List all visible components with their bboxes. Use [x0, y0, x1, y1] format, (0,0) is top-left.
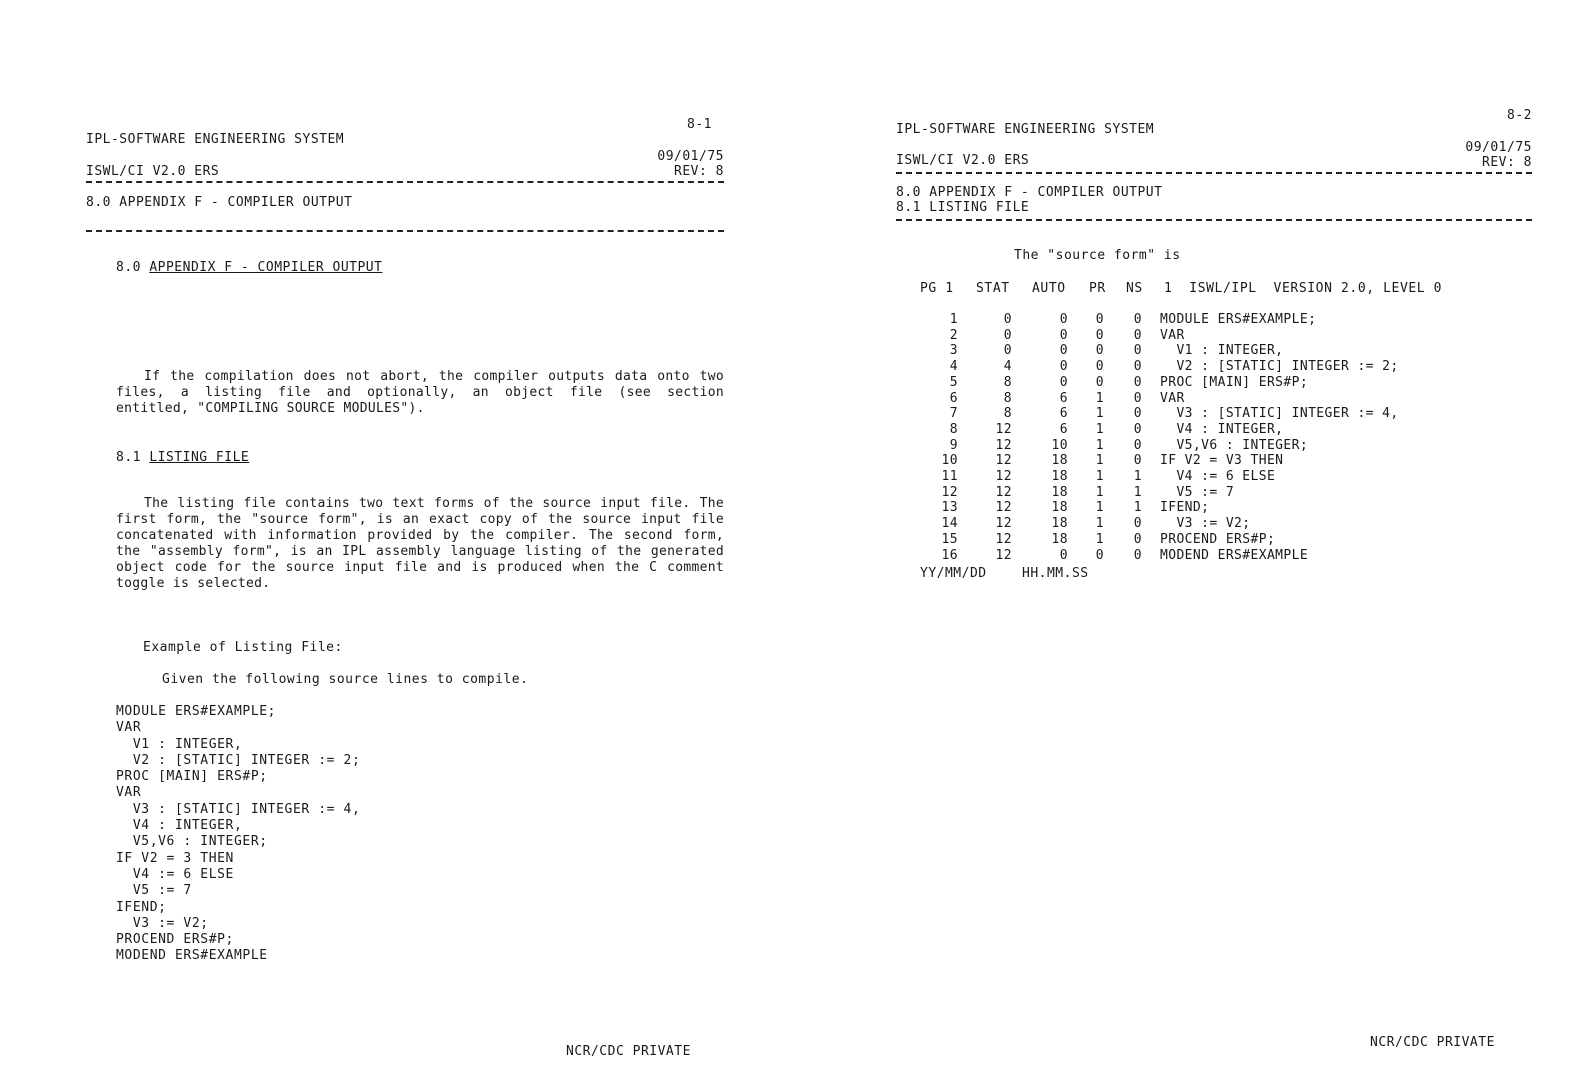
stat-value: 4 — [1003, 359, 1012, 375]
right-page — [790, 0, 1582, 1080]
code-line: PROC [MAIN] ERS#P; — [116, 769, 268, 785]
spacer-cell — [1142, 391, 1160, 407]
ns-value: 0 — [1133, 437, 1142, 453]
auto-value: 6 — [1059, 421, 1068, 437]
auto-value: 0 — [1059, 327, 1068, 343]
line-number: 9 — [949, 437, 958, 453]
section-divider — [86, 230, 724, 232]
code-line: MODULE ERS#EXAMPLE; — [116, 704, 277, 719]
source-text: VAR — [1160, 327, 1185, 343]
code-line: VAR — [116, 785, 142, 801]
auto-value: 0 — [1059, 312, 1068, 327]
ns-value: 0 — [1133, 374, 1142, 390]
table-row — [930, 453, 1480, 469]
code-line: V5,V6 : INTEGER; — [116, 834, 268, 850]
table-row — [930, 359, 1480, 375]
table-row — [930, 532, 1480, 548]
line-number: 10 — [941, 453, 958, 469]
stat-value: 12 — [995, 484, 1012, 500]
system-title: IPL-SOFTWARE ENGINEERING SYSTEM — [86, 132, 345, 147]
code-line: IF V2 = 3 THEN — [116, 850, 234, 866]
subheading-title: LISTING FILE — [149, 450, 250, 465]
stat-value: 12 — [995, 437, 1012, 453]
pr-value: 0 — [1095, 547, 1104, 563]
source-text: V5,V6 : INTEGER; — [1160, 437, 1309, 453]
table-row — [930, 312, 1480, 328]
stat-value: 12 — [995, 516, 1012, 532]
line-number: 15 — [941, 531, 958, 547]
code-line: PROCEND ERS#P; — [116, 932, 234, 948]
spacer-cell — [1142, 469, 1160, 485]
auto-value: 18 — [1051, 484, 1068, 500]
stat-value: 0 — [1003, 343, 1012, 359]
ns-value: 0 — [1133, 390, 1142, 406]
stat-value: 8 — [1003, 374, 1012, 390]
ns-value: 0 — [1133, 531, 1142, 547]
table-row — [930, 516, 1480, 532]
ns-value: 0 — [1133, 516, 1142, 532]
page-number: 8-2 — [1507, 108, 1532, 123]
spacer-cell — [1142, 375, 1160, 391]
code-line: VAR — [116, 720, 142, 736]
source-code-block — [116, 704, 360, 965]
auto-value: 10 — [1051, 437, 1068, 453]
code-line: MODEND ERS#EXAMPLE — [116, 948, 268, 964]
ns-value: 1 — [1133, 500, 1142, 516]
document-date: 09/01/75 — [1465, 140, 1532, 155]
stat-value: 8 — [1003, 390, 1012, 406]
subheading-number: 8.1 — [116, 450, 150, 465]
line-number: 11 — [941, 469, 958, 485]
auto-value: 0 — [1059, 374, 1068, 390]
stat-value: 12 — [995, 453, 1012, 469]
line-number: 6 — [949, 390, 958, 406]
source-text: MODULE ERS#EXAMPLE; — [1160, 312, 1317, 327]
example-label: Example of Listing File: — [143, 640, 343, 655]
table-row — [930, 438, 1480, 454]
line-number: 2 — [949, 327, 958, 343]
spacer-cell — [1142, 548, 1160, 564]
auto-value: 6 — [1059, 390, 1068, 406]
spacer-cell — [1142, 438, 1160, 454]
pr-value: 0 — [1095, 343, 1104, 359]
stat-value: 12 — [995, 531, 1012, 547]
spacer-cell — [1142, 406, 1160, 422]
heading-title: APPENDIX F - COMPILER OUTPUT — [149, 260, 383, 275]
line-number: 13 — [941, 500, 958, 516]
source-text: V5 := 7 — [1160, 484, 1235, 500]
line-number: 3 — [949, 343, 958, 359]
spacer-cell — [1142, 312, 1160, 328]
source-text: V4 := 6 ELSE — [1160, 469, 1276, 485]
page-number: 8-1 — [687, 117, 712, 132]
spacer-cell — [1142, 532, 1160, 548]
footer-time-format: HH.MM.SS — [1022, 566, 1089, 581]
stat-value: 0 — [1003, 327, 1012, 343]
source-text: IFEND; — [1160, 500, 1210, 516]
stat-value: 12 — [995, 469, 1012, 485]
section-header: 8.0 APPENDIX F - COMPILER OUTPUT — [86, 195, 353, 210]
table-row — [930, 485, 1480, 501]
section-header-1: 8.0 APPENDIX F - COMPILER OUTPUT — [896, 185, 1163, 200]
pr-value: 0 — [1095, 312, 1104, 327]
header-divider — [896, 172, 1532, 174]
source-form-intro: The "source form" is — [1014, 248, 1181, 263]
intro-paragraph: If the compilation does not abort, the compiler outputs data onto two files, a listing file and optionally, an object file (see section entitled, "COMPILING SOURCE MODULES"). — [116, 369, 724, 416]
code-line: V3 : [STATIC] INTEGER := 4, — [116, 801, 361, 817]
code-line: V2 : [STATIC] INTEGER := 2; — [116, 752, 361, 768]
spacer-cell — [1142, 422, 1160, 438]
pr-value: 0 — [1095, 359, 1104, 375]
system-title: IPL-SOFTWARE ENGINEERING SYSTEM — [896, 122, 1155, 137]
table-row — [930, 328, 1480, 344]
spacer-cell — [1142, 359, 1160, 375]
stat-value: 12 — [995, 547, 1012, 563]
spacer-cell — [1142, 500, 1160, 516]
left-page — [0, 0, 790, 1080]
stat-value: 12 — [995, 421, 1012, 437]
document-id: ISWL/CI V2.0 ERS — [86, 164, 220, 179]
spacer-cell — [1142, 516, 1160, 532]
ns-value: 0 — [1133, 421, 1142, 437]
listing-header — [920, 281, 1480, 299]
auto-value: 18 — [1051, 500, 1068, 516]
table-row — [930, 406, 1480, 422]
pr-value: 1 — [1095, 453, 1104, 469]
header-title: 1 ISWL/IPL VERSION 2.0, LEVEL 0 — [1164, 281, 1443, 296]
stat-value: 12 — [995, 500, 1012, 516]
table-row — [930, 469, 1480, 485]
source-text: PROCEND ERS#P; — [1160, 531, 1276, 547]
spacer-cell — [1142, 343, 1160, 359]
source-text: V2 : [STATIC] INTEGER := 2; — [1160, 359, 1399, 375]
code-line: V4 := 6 ELSE — [116, 866, 234, 882]
line-number: 8 — [949, 421, 958, 437]
table-row — [930, 500, 1480, 516]
table-row — [930, 391, 1480, 407]
line-number: 14 — [941, 516, 958, 532]
pr-value: 1 — [1095, 531, 1104, 547]
ns-value: 0 — [1133, 312, 1142, 327]
table-row — [930, 343, 1480, 359]
line-number: 5 — [949, 374, 958, 390]
code-line: V3 := V2; — [116, 915, 209, 931]
line-number: 16 — [941, 547, 958, 563]
header-pg: PG 1 — [920, 281, 954, 296]
code-line: IFEND; — [116, 899, 167, 915]
ns-value: 0 — [1133, 547, 1142, 563]
table-row — [930, 548, 1480, 564]
code-line: V4 : INTEGER, — [116, 818, 243, 834]
stat-value: 8 — [1003, 406, 1012, 422]
revision: REV: 8 — [1482, 155, 1532, 170]
source-text: MODEND ERS#EXAMPLE — [1160, 547, 1309, 563]
stat-value: 0 — [1003, 312, 1012, 327]
auto-value: 18 — [1051, 453, 1068, 469]
table-row — [930, 375, 1480, 391]
auto-value: 0 — [1059, 547, 1068, 563]
pr-value: 1 — [1095, 516, 1104, 532]
pr-value: 1 — [1095, 500, 1104, 516]
line-number: 7 — [949, 406, 958, 422]
ns-value: 1 — [1133, 469, 1142, 485]
given-text: Given the following source lines to compile. — [162, 672, 529, 687]
line-number: 4 — [949, 359, 958, 375]
ns-value: 0 — [1133, 453, 1142, 469]
spacer-cell — [1142, 485, 1160, 501]
revision: REV: 8 — [674, 164, 724, 179]
source-text: V4 : INTEGER, — [1160, 421, 1284, 437]
pr-value: 1 — [1095, 437, 1104, 453]
auto-value: 0 — [1059, 359, 1068, 375]
source-text: PROC [MAIN] ERS#P; — [1160, 374, 1309, 390]
header-ns: NS — [1126, 281, 1143, 296]
footer-private: NCR/CDC PRIVATE — [566, 1044, 691, 1059]
pr-value: 1 — [1095, 406, 1104, 422]
document-date: 09/01/75 — [657, 149, 724, 164]
pr-value: 1 — [1095, 469, 1104, 485]
listing-paragraph: The listing file contains two text forms of the source input file. The first form, the "source form", is an exact copy of the source input file concatenated with information provided by the compiler. The second form, the "assembly form", is an IPL assembly language listing of the generated object code for the source input file and is produced when the C comment toggle is selected. — [116, 496, 724, 591]
ns-value: 0 — [1133, 343, 1142, 359]
source-text: V3 : [STATIC] INTEGER := 4, — [1160, 406, 1399, 422]
header-divider — [86, 181, 724, 183]
header-stat: STAT — [976, 281, 1010, 296]
header-pr: PR — [1089, 281, 1106, 296]
pr-value: 1 — [1095, 484, 1104, 500]
pr-value: 0 — [1095, 327, 1104, 343]
ns-value: 1 — [1133, 484, 1142, 500]
auto-value: 18 — [1051, 531, 1068, 547]
pr-value: 1 — [1095, 421, 1104, 437]
source-listing-table — [930, 312, 1480, 563]
spacer-cell — [1142, 453, 1160, 469]
ns-value: 0 — [1133, 359, 1142, 375]
spacer-cell — [1142, 328, 1160, 344]
footer-date-format: YY/MM/DD — [920, 566, 987, 581]
source-text: V3 := V2; — [1160, 516, 1251, 532]
footer-private: NCR/CDC PRIVATE — [1370, 1035, 1495, 1050]
section-heading — [116, 260, 382, 276]
section-divider — [896, 219, 1532, 221]
code-line: V1 : INTEGER, — [116, 736, 243, 752]
source-text: V1 : INTEGER, — [1160, 343, 1284, 359]
heading-number: 8.0 — [116, 260, 150, 275]
line-number: 12 — [941, 484, 958, 500]
auto-value: 0 — [1059, 343, 1068, 359]
section-header-2: 8.1 LISTING FILE — [896, 200, 1030, 215]
ns-value: 0 — [1133, 327, 1142, 343]
pr-value: 0 — [1095, 374, 1104, 390]
source-text: VAR — [1160, 390, 1185, 406]
document-id: ISWL/CI V2.0 ERS — [896, 153, 1030, 168]
table-row — [930, 422, 1480, 438]
subheading — [116, 450, 249, 466]
code-line: V5 := 7 — [116, 883, 192, 899]
auto-value: 18 — [1051, 469, 1068, 485]
header-auto: AUTO — [1032, 281, 1066, 296]
auto-value: 6 — [1059, 406, 1068, 422]
pr-value: 1 — [1095, 390, 1104, 406]
source-text: IF V2 = V3 THEN — [1160, 453, 1284, 469]
line-number: 1 — [949, 312, 958, 327]
auto-value: 18 — [1051, 516, 1068, 532]
ns-value: 0 — [1133, 406, 1142, 422]
